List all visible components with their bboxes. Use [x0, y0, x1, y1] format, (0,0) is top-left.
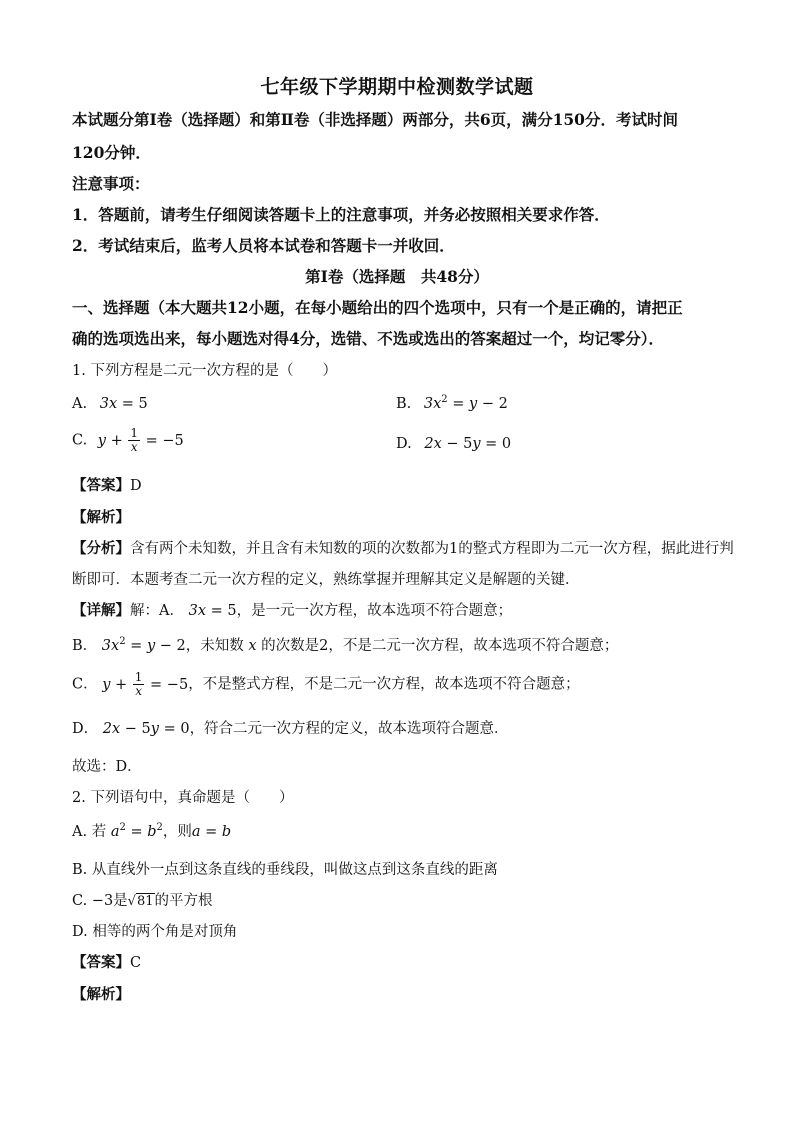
note-1: 1．答题前，请考生仔细阅读答题卡上的注意事项，并务必按照相关要求作答．	[72, 205, 610, 224]
q1-option-b-formula: $3x^2 = y - 2$	[423, 394, 508, 412]
q1-detail-tag: 【详解】	[72, 602, 130, 619]
q1-fenxi-tag: 【分析】	[72, 540, 130, 557]
q2-option-a-prefix: A. 若	[72, 824, 107, 840]
q1-option-d-formula: 2x − 5y = 0	[424, 436, 512, 452]
q1-detail-b-formula: $3x^2 = y - 2$	[101, 636, 186, 654]
q2-option-c-prefix: C.	[72, 893, 92, 909]
q1-fenxi-line-2: 断即可．本题考查二元一次方程的定义，熟练掌握并理解其定义是解题的关键．	[72, 572, 580, 588]
q1-detail-b	[72, 634, 618, 655]
q2-option-d: D. 相等的两个角是对顶角	[72, 924, 238, 940]
note-2: 2．考试结束后，监考人员将本试卷和答题卡一并收回．	[72, 236, 455, 255]
q1-option-a-formula: 3x = 5	[99, 396, 148, 412]
q1-detail-a-prefix: 解：A．	[130, 603, 184, 619]
q1-option-c-formula: y + $\frac{1}{x}$ = −5	[97, 426, 184, 454]
q1-option-d	[396, 436, 511, 452]
part1-title: 第Ⅰ卷（选择题 共48分）	[305, 267, 489, 286]
q1-choose: 故选：D．	[72, 759, 142, 775]
q1-detail-d	[72, 717, 509, 738]
q2-option-c-mid: 是	[113, 893, 128, 909]
q1-detail-a-formula: 3x = 5	[188, 603, 237, 619]
q1-detail-d-prefix: D．	[72, 721, 99, 737]
q1-answer	[72, 474, 142, 495]
q1-detail-a	[72, 599, 512, 620]
q2-option-c-suffix: 的平方根	[154, 893, 213, 909]
q2-option-a-condition: $a^2 = b^2$	[110, 822, 163, 840]
q2-option-a	[72, 820, 231, 841]
section1-line-2: 确的选项选出来，每小题选对得4分，选错、不选或选出的答案超过一个，均记零分）．	[72, 329, 665, 348]
q1-detail-c-prefix: C．	[72, 676, 98, 693]
q2-answer-value: C	[130, 955, 142, 971]
q2-option-a-conclusion: a = b	[191, 824, 232, 840]
q1-analysis-tag: 【解析】	[72, 509, 130, 526]
q2-stem: 2. 下列语句中，真命题是（ ）	[72, 790, 294, 806]
q1-detail-d-suffix: ，符合二元一次方程的定义，故本选项符合题意．	[189, 721, 509, 737]
q2-option-b: B. 从直线外一点到这条直线的垂线段，叫做这点到这条直线的距离	[72, 862, 498, 878]
q1-answer-value: D	[130, 478, 142, 494]
q1-detail-b-mid: ，未知数	[185, 638, 244, 654]
notes-title: 注意事项：	[72, 174, 150, 193]
q1-detail-b-var: x	[243, 638, 262, 654]
q1-fenxi-text-1: 含有两个未知数，并且含有未知数的项的次数都为1的整式方程即为二元一次方程，据此进行判	[130, 541, 734, 557]
q1-option-c-label: C.	[72, 432, 88, 449]
q1-option-b-label: B.	[396, 396, 412, 412]
q1-fenxi-line-1	[72, 537, 734, 558]
q1-option-a-label: A.	[72, 396, 88, 412]
q1-detail-a-suffix: ，是一元一次方程，故本选项不符合题意；	[236, 603, 513, 619]
q1-detail-d-formula: 2x − 5y = 0	[102, 721, 190, 737]
q1-detail-b-prefix: B．	[72, 638, 98, 654]
intro-line-1: 本试题分第Ⅰ卷（选择题）和第Ⅱ卷（非选择题）两部分，共6页，满分150分．考试时间	[72, 110, 678, 129]
q1-option-a	[72, 396, 148, 412]
section1-line-1: 一、选择题（本大题共12小题，在每小题给出的四个选项中，只有一个是正确的，请把正	[72, 298, 683, 317]
page-title: 七年级下学期期中检测数学试题	[260, 76, 534, 98]
q2-option-a-mid: ，则	[162, 824, 192, 840]
q1-answer-tag: 【答案】	[72, 477, 130, 494]
q2-answer	[72, 951, 141, 972]
q1-detail-c-formula: y + $\frac{1}{x}$ = −5	[102, 670, 189, 698]
q1-option-b	[396, 396, 508, 412]
q1-detail-c-suffix: ，不是整式方程，不是二元一次方程，故本选项不符合题意；	[188, 676, 580, 693]
q1-option-c	[72, 427, 184, 454]
q2-option-c-value: −3	[91, 893, 114, 909]
q1-stem: 1. 下列方程是二元一次方程的是（ ）	[72, 363, 337, 379]
q1-option-d-label: D.	[396, 436, 412, 452]
q2-option-c	[72, 889, 213, 910]
intro-line-2: 120分钟．	[72, 143, 151, 162]
q2-answer-tag: 【答案】	[72, 954, 130, 971]
q1-detail-c	[72, 671, 580, 698]
q1-detail-b-suffix: 的次数是2，不是二元一次方程，故本选项不符合题意；	[261, 638, 619, 654]
q2-option-c-sqrt: √81	[127, 894, 154, 909]
q2-analysis-tag: 【解析】	[72, 986, 130, 1003]
